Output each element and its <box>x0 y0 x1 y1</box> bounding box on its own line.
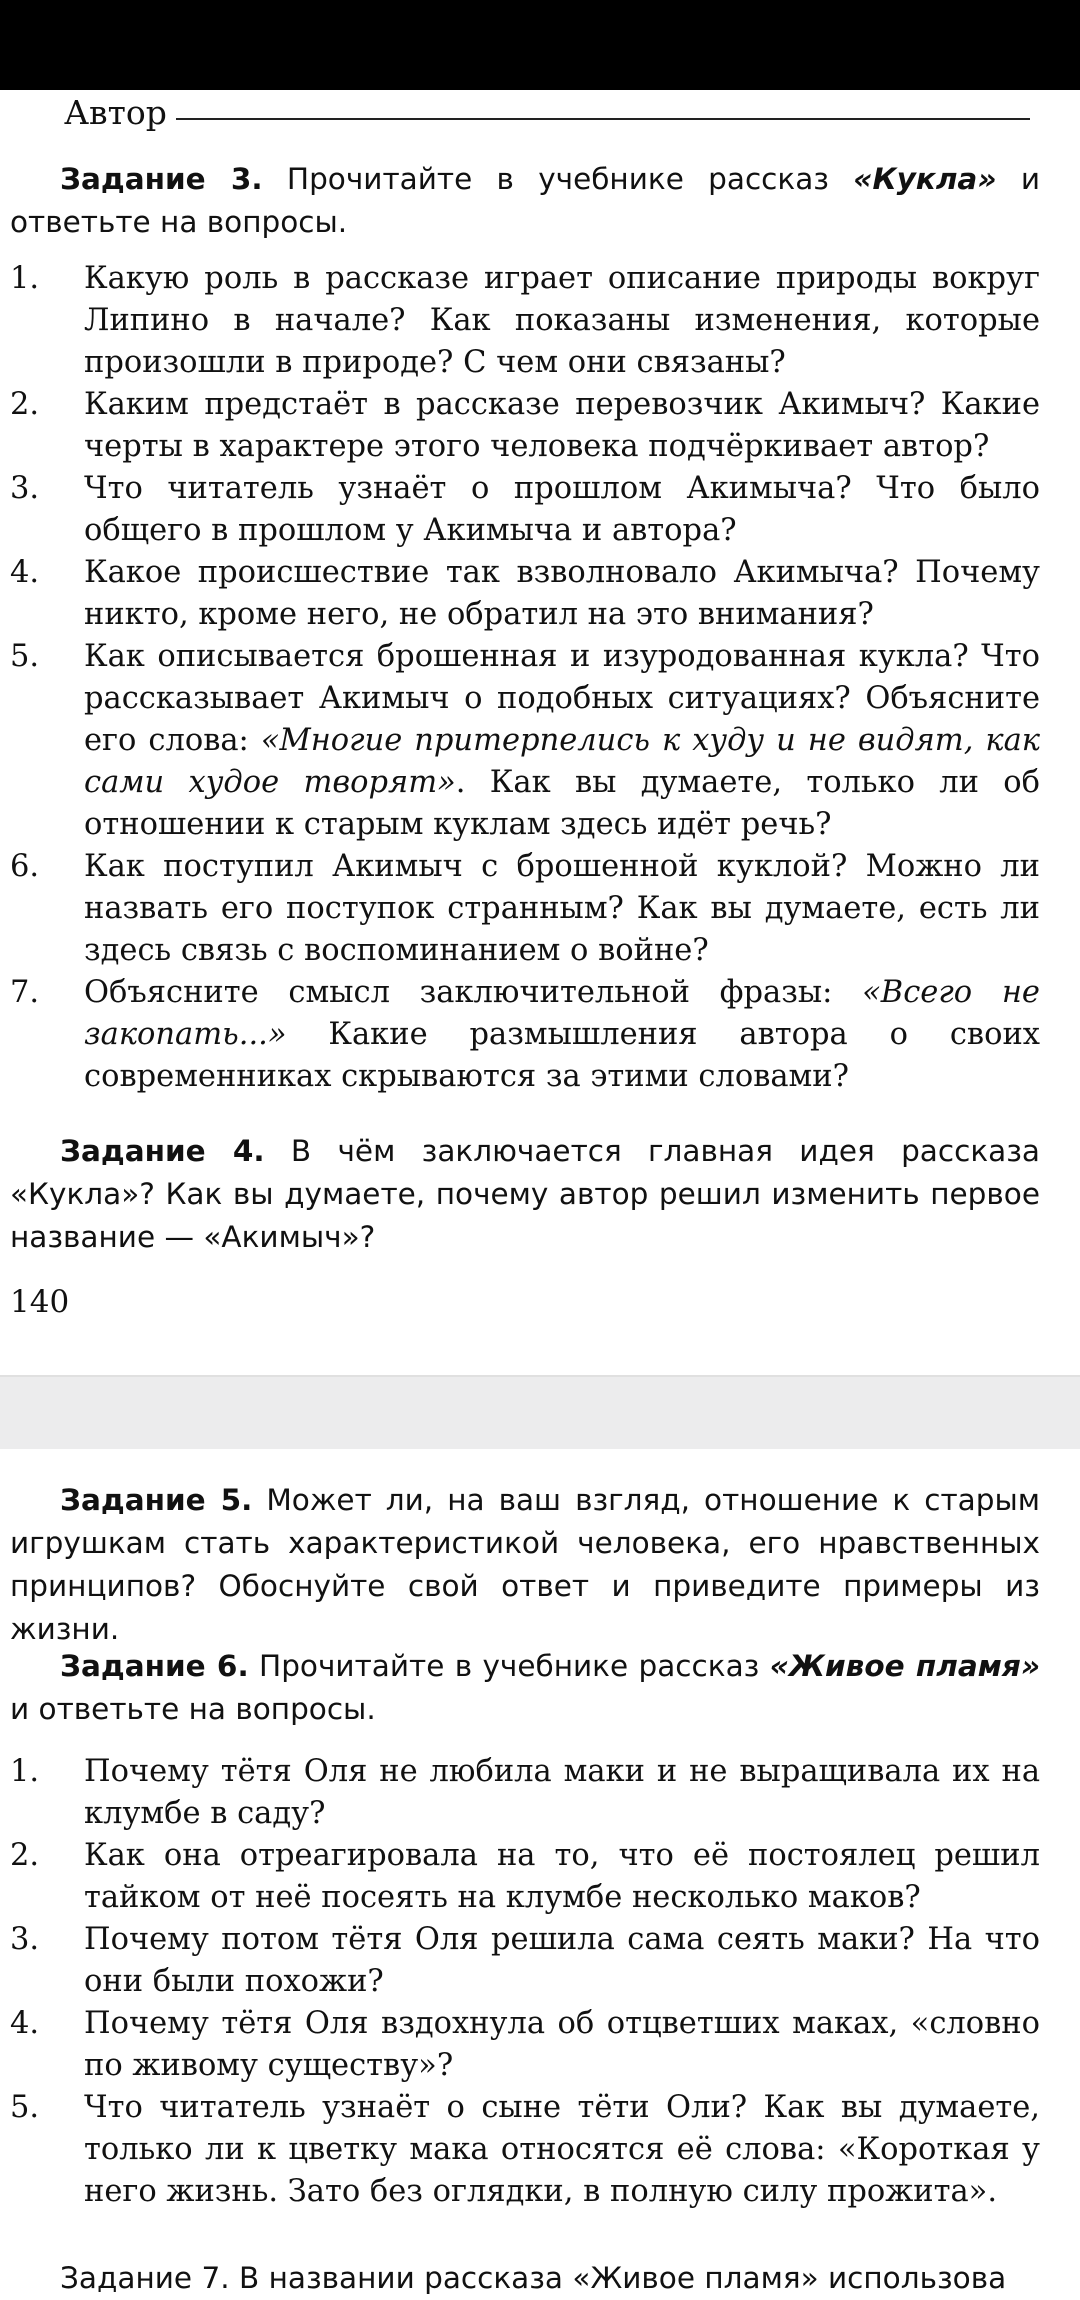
question-item: 4. Почему тётя Оля вздохнула об отцветших маках, «словно по живому существу»? <box>10 2006 1040 2083</box>
quote-italic: «Многие притерпелись к худу и не видят, как сами худое творят» <box>84 723 1040 800</box>
author-label: Автор <box>64 93 167 132</box>
question-item: 2. Как она отреагировала на то, что её постоялец решил тайком от неё посеять на клумбе несколько маков? <box>10 1838 1040 1915</box>
task-5-label: Задание 5. <box>60 1483 253 1517</box>
task-7-partial: Задание 7. В названии рассказа «Живое пламя» использова <box>60 2261 1007 2295</box>
question-item: 5. Как описывается брошенная и изуродованная кукла? Что рассказывает Акимыч о подобных ситуациях? Объясните его слова: «Многие притерпелись к худу и не видят, как сами худое творят». Как вы думаете, только ли об отношении к старым куклам здесь идёт речь? <box>10 639 1040 842</box>
page-gap <box>0 1375 1080 1451</box>
author-blank-line <box>176 118 1030 120</box>
question-item: 4. Какое происшествие так взволновало Акимыча? Почему никто, кроме него, не обратил на это внимания? <box>10 555 1040 632</box>
question-item: 5. Что читатель узнаёт о сыне тёти Оли? Как вы думаете, только ли к цветку мака относятся её слова: «Короткая у него жизнь. Зато без оглядки, в полную силу прожита». <box>10 2090 1040 2209</box>
question-item: 1. Какую роль в рассказе играет описание природы вокруг Липино в начале? Как показаны изменения, которые произошли в природе? С чем они связаны? <box>10 261 1040 380</box>
task-6-question-list <box>10 1751 1040 2213</box>
question-item: 3. Что читатель узнаёт о прошлом Акимыча? Что было общего в прошлом у Акимыча и автора? <box>10 471 1040 548</box>
page-number: 140 <box>10 1284 70 1320</box>
task-3-label: Задание 3. <box>60 162 263 196</box>
question-item: 1. Почему тётя Оля не любила маки и не выращивала их на клумбе в саду? <box>10 1754 1040 1831</box>
top-status-bar <box>0 0 1080 90</box>
question-item: 6. Как поступил Акимыч с брошенной куклой? Можно ли назвать его поступок странным? Как вы думаете, есть ли здесь связь с воспоминанием о войне? <box>10 849 1040 968</box>
task-3-heading: Задание 3. Прочитайте в учебнике рассказ «Кукла» и ответьте на вопросы. <box>10 162 1040 239</box>
task-3-question-list <box>10 258 1040 1098</box>
task-4: Задание 4. В чём заключается главная идея рассказа «Кукла»? Как вы думаете, почему автор решил изменить первое название — «Акимыч»? <box>10 1134 1040 1254</box>
question-item: 3. Почему потом тётя Оля решила сама сеять маки? На что они были похожи? <box>10 1922 1040 1999</box>
textbook-page-140 <box>0 90 1080 1375</box>
story-title-kukla: «Кукла» <box>853 162 997 196</box>
quote-italic: «Всего не закопать...» <box>84 975 1040 1052</box>
task-4-label: Задание 4. <box>60 1134 265 1168</box>
author-row <box>64 90 1030 136</box>
question-item: 7. Объясните смысл заключительной фразы: «Всего не закопать...» Какие размышления автора о своих современниках скрываются за этими словами? <box>10 975 1040 1094</box>
story-title-zhivoe-plamya: «Живое пламя» <box>769 1649 1040 1683</box>
task-5: Задание 5. Может ли, на ваш взгляд, отношение к старым игрушкам стать характеристикой человека, его нравственных принципов? Обоснуйте свой ответ и приведите примеры из жизни. <box>10 1483 1040 1646</box>
textbook-page-141 <box>0 1449 1080 2295</box>
question-item: 2. Каким предстаёт в рассказе перевозчик Акимыч? Какие черты в характере этого человека подчёркивает автор? <box>10 387 1040 464</box>
task-6-label: Задание 6. <box>60 1649 249 1683</box>
task-6-heading: Задание 6. Прочитайте в учебнике рассказ «Живое пламя» и ответьте на вопросы. <box>10 1649 1040 1726</box>
